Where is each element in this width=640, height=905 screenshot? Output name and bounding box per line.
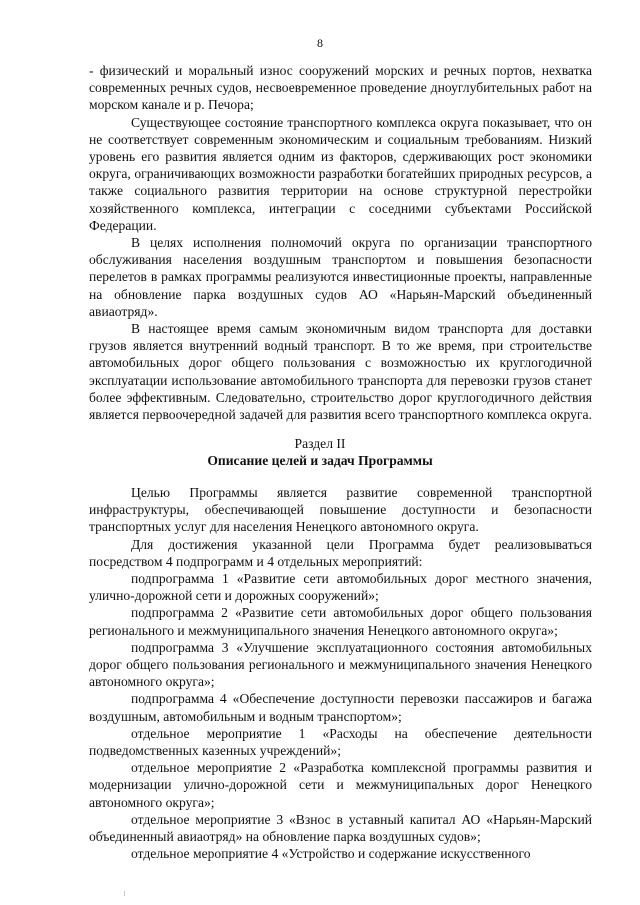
paragraph-program-goal: Целью Программы является развитие современной транспортной инфраструктуры, обеспечивающей повышение доступности и безопасности транспортных услуг для населения Ненецкого автономного округа. bbox=[89, 485, 592, 535]
paragraph-water-transport: В настоящее время самым экономичным видом транспорта для доставки грузов является внутренний водный транспорт. В то же время, при строительстве автомобильных дорог общего пользования с возможностью их круглогодичной эксплуатации использование автомобильного транспорта для перевозки грузов станет более эффективным. Следовательно, строительство дорог круглогодичного действия является первоочередной задачей для развития всего транспортного комплекса округа. bbox=[89, 321, 592, 423]
section-label: Раздел II bbox=[294, 436, 346, 451]
goals-text-block bbox=[89, 484, 592, 862]
intro-text-block bbox=[89, 62, 592, 423]
list-item-subprogram-1: подпрограмма 1 «Развитие сети автомобильных дорог местного значения, улично-дорожной сети и дорожных сооружений»; bbox=[89, 571, 592, 604]
list-item-measure-4: отдельное мероприятие 4 «Устройство и содержание искусственного bbox=[131, 846, 531, 862]
paragraph-transport-state: Существующее состояние транспортного комплекса округа показывает, что он не соответствует современным экономическим и социальным требованиям. Низкий уровень его развития является одним из факторов, сдерживающих рост экономики округа, ограничивающих возможности разработки богатейших природных ресурсов, а также социального развития территории на основе структурной перестройки хозяйственного комплекса, интеграции с соседними субъектами Российской Федерации. bbox=[89, 114, 592, 233]
list-item-subprogram-2: подпрограмма 2 «Развитие сети автомобильных дорог общего пользования регионального и межмуниципального значения Ненецкого автономного округа»; bbox=[89, 605, 592, 638]
paragraph-air-transport: В целях исполнения полномочий округа по организации транспортного обслуживания населения воздушным транспортом и повышения безопасности перелетов в рамках программы реализуются инвестиционные проекты, направленные на обновление парка воздушных судов АО «Нарьян-Марский объединенный авиаотряд». bbox=[89, 235, 592, 319]
list-item-measure-1: отдельное мероприятие 1 «Расходы на обеспечение деятельности подведомственных казенных учреждений»; bbox=[89, 725, 592, 759]
page-number: 8 bbox=[317, 36, 323, 50]
scan-mark bbox=[124, 891, 125, 896]
list-item-measure-3: отдельное мероприятие 3 «Взнос в уставный капитал АО «Нарьян-Марский объединенный авиаотряд» на обновление парка воздушных судов»; bbox=[89, 811, 592, 845]
paragraph-ports-wear: - физический и моральный износ сооружений морских и речных портов, нехватка современных речных судов, несвоевременное проведение дноуглубительных работ на морском канале и р. Печора; bbox=[89, 63, 592, 113]
section-title: Описание целей и задач Программы bbox=[207, 453, 433, 468]
list-item-measure-2: отдельное мероприятие 2 «Разработка комплексной программы развития и модернизации улично-дорожной сети и межмуниципальных дорог Ненецкого автономного округа»; bbox=[89, 760, 592, 810]
paragraph-program-means: Для достижения указанной цели Программа будет реализовываться посредством 4 подпрограмм и 4 отдельных мероприятий: bbox=[89, 536, 592, 569]
list-item-subprogram-3: подпрограмма 3 «Улучшение эксплуатационного состояния автомобильных дорог общего пользования регионального и межмуниципального значения Ненецкого автономного округа»; bbox=[89, 639, 592, 690]
list-item-subprogram-4: подпрограмма 4 «Обеспечение доступности перевозки пассажиров и багажа воздушным, автомобильным и водным транспортом»; bbox=[89, 691, 592, 724]
